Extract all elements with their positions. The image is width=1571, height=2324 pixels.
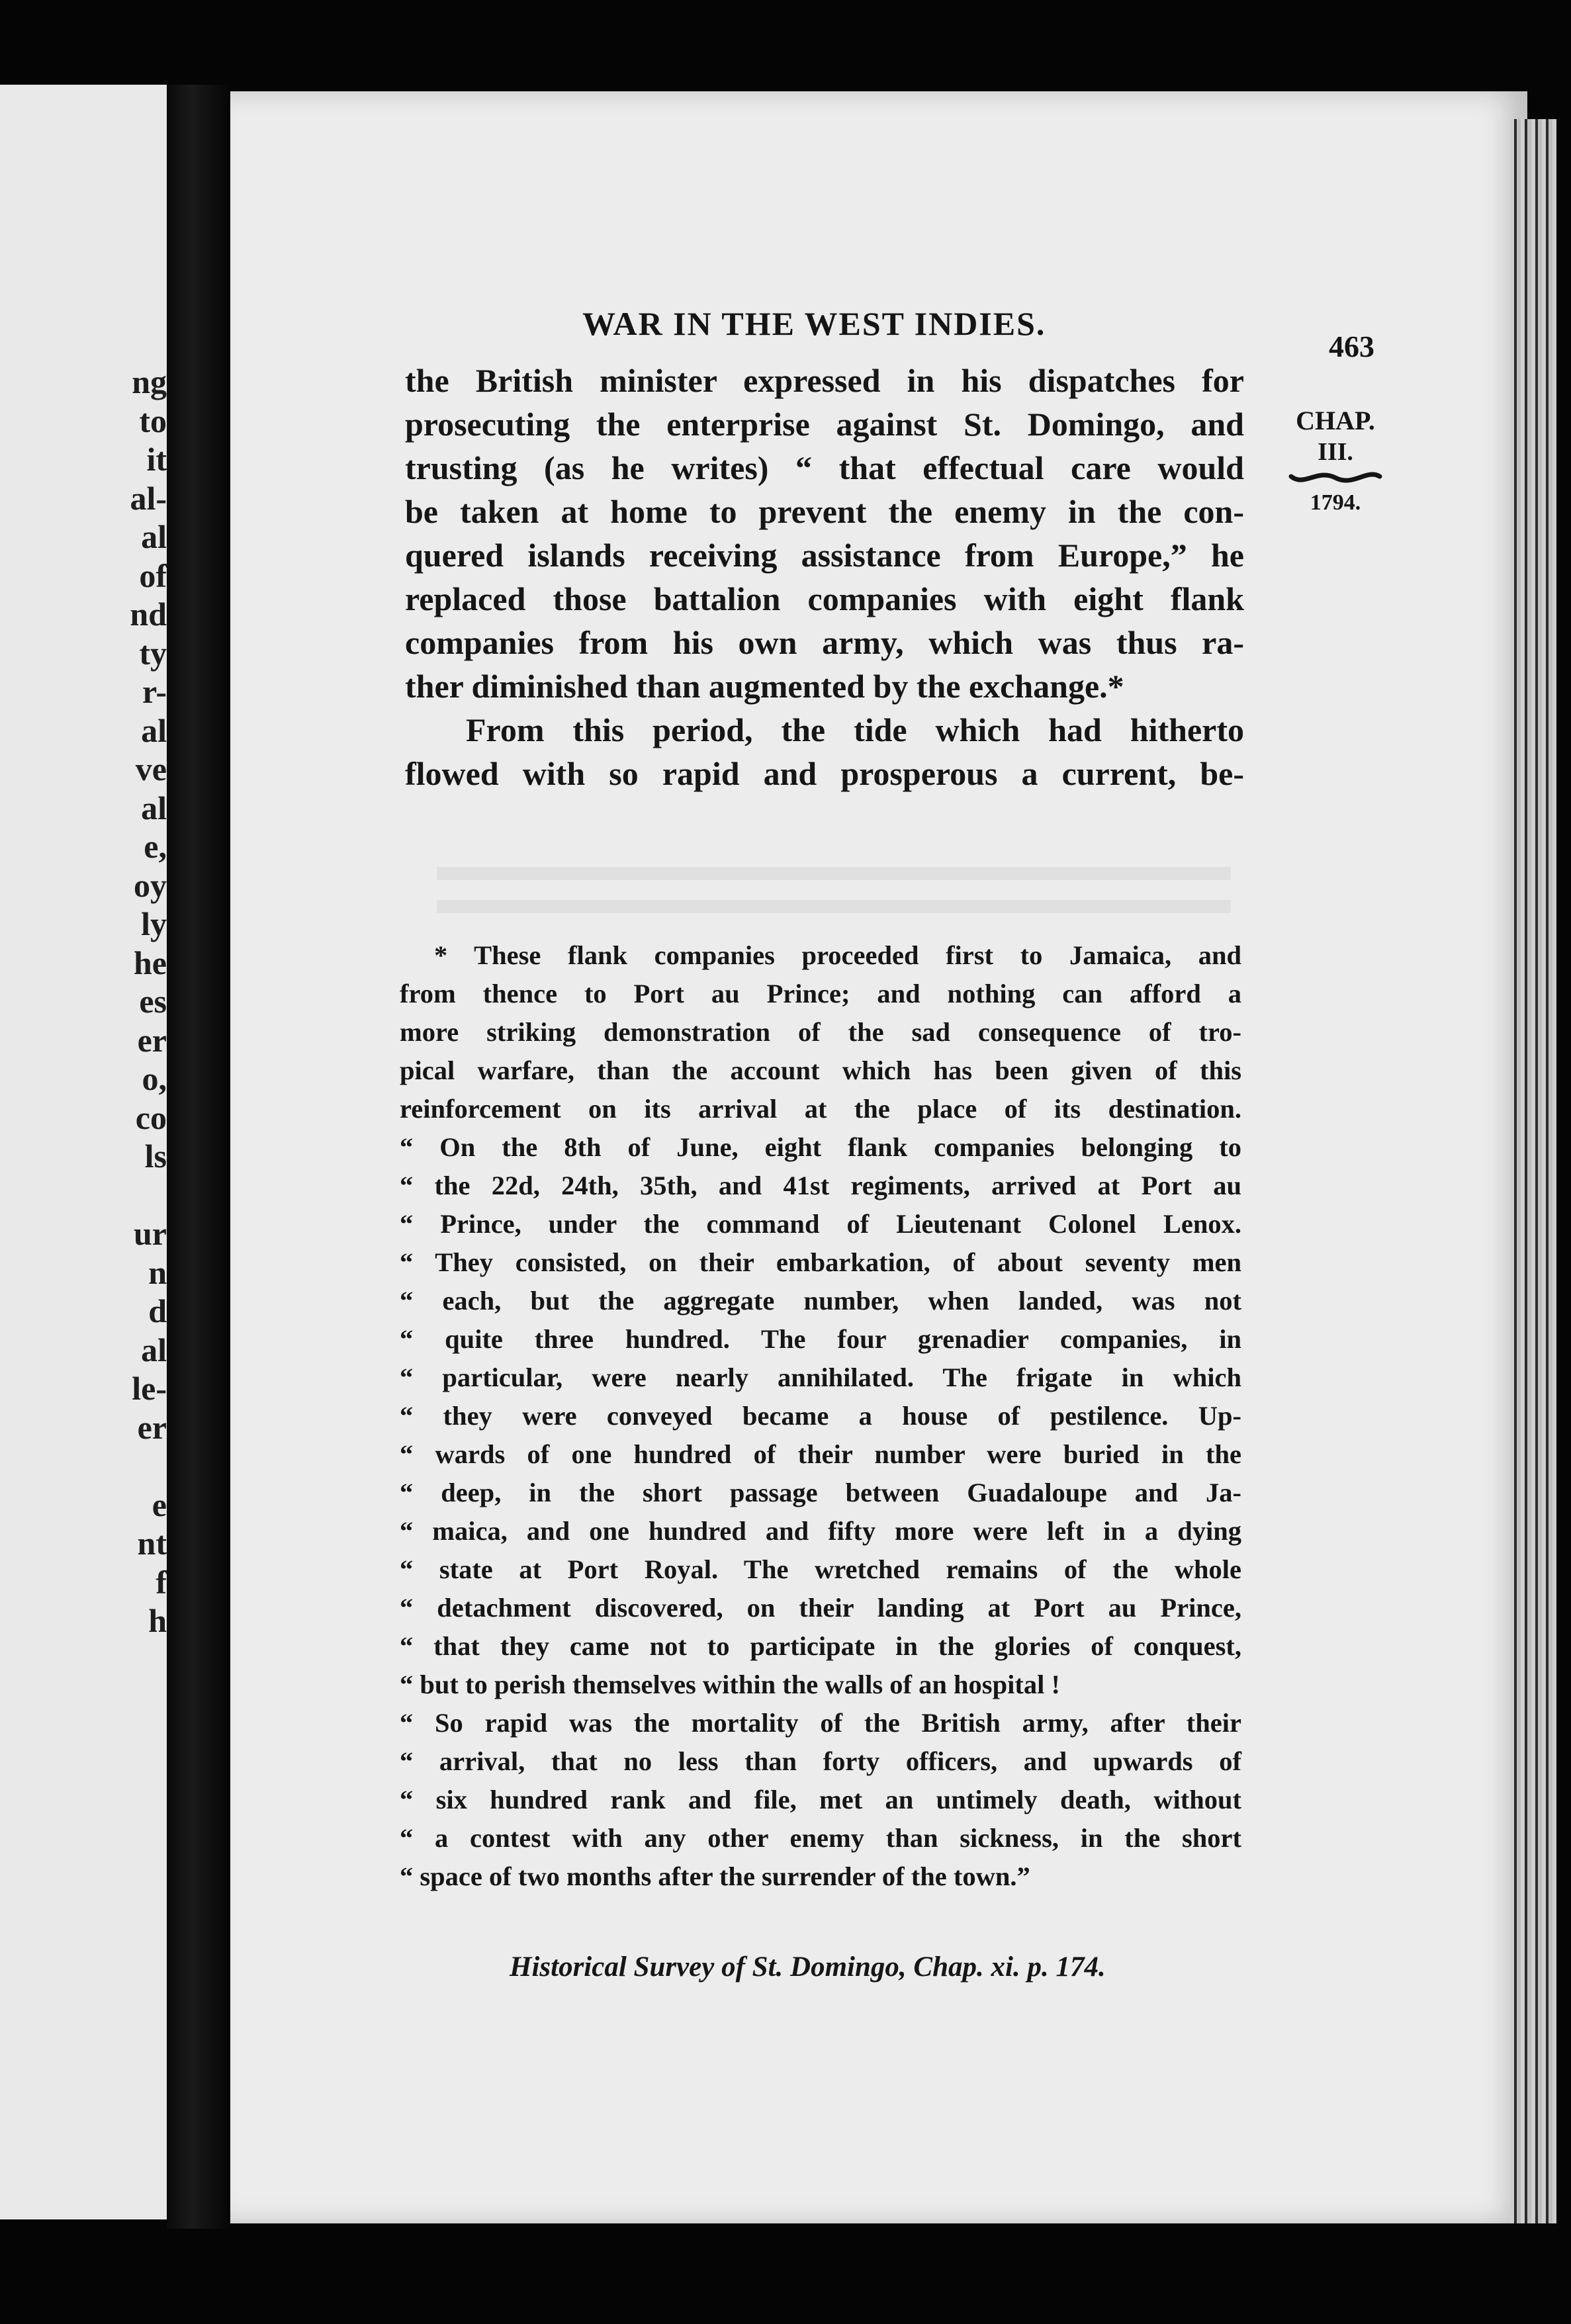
facing-page-fragment: ls	[144, 1138, 167, 1175]
footnote-line: “ maica, and one hundred and fifty more were left in a dying	[400, 1516, 1241, 1546]
facing-page-fragment: nt	[137, 1525, 167, 1562]
text-line: be taken at home to prevent the enemy in the con-	[405, 493, 1244, 530]
footnote-line: “ detachment discovered, on their landing at Port au Prince,	[400, 1593, 1241, 1623]
text-line: ther diminished than augmented by the exchange.*	[405, 668, 1124, 705]
facing-page-fragment: f	[156, 1563, 167, 1601]
facing-page-fragment: d	[148, 1292, 167, 1329]
facing-page-fragment: of	[139, 557, 167, 594]
margin-year: 1794.	[1310, 490, 1361, 515]
facing-page-fragment	[107, 1176, 167, 1215]
footnote-line: “ each, but the aggregate number, when landed, was not	[400, 1286, 1241, 1316]
facing-page-fragment: to	[139, 402, 167, 439]
footnote-line: “ arrival, that no less than forty officers, and upwards of	[400, 1746, 1241, 1776]
facing-page-fragment: al	[141, 789, 167, 827]
facing-page-fragment: es	[139, 983, 167, 1020]
facing-page-fragment: it	[146, 441, 167, 478]
footnote-line: “ six hundred rank and file, met an untimely death, without	[400, 1785, 1241, 1814]
facing-page-fragment: ty	[139, 634, 167, 672]
footnote-line: “ a contest with any other enemy than sickness, in the short	[400, 1823, 1241, 1853]
facing-page-fragment: er	[137, 1408, 167, 1446]
footnote-line: “ the 22d, 24th, 35th, and 41st regiments, arrived at Port au	[400, 1171, 1241, 1200]
footnote-line: “ space of two months after the surrender of the town.”	[400, 1861, 1030, 1891]
facing-page-fragment: al	[141, 711, 167, 749]
footnote-line: “ deep, in the short passage between Guadaloupe and Ja-	[400, 1478, 1241, 1507]
facing-page-fragment: oy	[134, 866, 167, 904]
footnote-line: “ Prince, under the command of Lieutenant Colonel Lenox.	[400, 1209, 1241, 1239]
footnote-line: “ they were conveyed became a house of pestilence. Up-	[400, 1401, 1241, 1431]
footnote-line: * These flank companies proceeded first to Jamaica, and	[434, 940, 1241, 970]
facing-page-fragment: le-	[132, 1370, 167, 1407]
footnote-line: more striking demonstration of the sad consequence of tro-	[400, 1017, 1241, 1047]
margin-note	[1269, 405, 1402, 516]
running-head: WAR IN THE WEST INDIES.	[582, 305, 1046, 342]
footnote	[400, 936, 1241, 1896]
facing-page-fragment: ve	[135, 750, 167, 787]
facing-page-fragment: er	[137, 1021, 167, 1059]
facing-page-fragment: al	[141, 1331, 167, 1368]
facing-page-fragment: al-	[130, 479, 167, 517]
page-number: 463	[1329, 330, 1374, 363]
facing-page	[0, 85, 167, 2219]
text-line: quered islands receiving assistance from Europe,” he	[405, 537, 1244, 574]
text-line: companies from his own army, which was thus ra-	[405, 624, 1244, 661]
footnote-line: “ quite three hundred. The four grenadier companies, in	[400, 1324, 1241, 1354]
footnote-line: “ that they came not to participate in the glories of conquest,	[400, 1631, 1241, 1661]
facing-page-fragment: n	[148, 1253, 167, 1291]
footnote-line: reinforcement on its arrival at the place of its destination.	[400, 1094, 1241, 1124]
text-line: prosecuting the enterprise against St. Domingo, and	[405, 406, 1244, 443]
facing-page-fragment: al	[141, 518, 167, 555]
text-line: replaced those battalion companies with eight flank	[405, 580, 1244, 617]
show-through	[437, 860, 1231, 933]
text-line: From this period, the tide which had hitherto	[466, 711, 1244, 748]
footnote-line: “ So rapid was the mortality of the British army, after their	[400, 1708, 1241, 1738]
footnote-line: from thence to Port au Prince; and nothing can afford a	[400, 979, 1241, 1008]
facing-page-fragment	[107, 1447, 167, 1486]
facing-page-fragment: e	[152, 1486, 167, 1523]
margin-chapter-number: III.	[1318, 438, 1353, 466]
book-gutter	[167, 85, 230, 2229]
facing-page-fragment: ng	[132, 363, 167, 400]
footnote-line: “ On the 8th of June, eight flank companies belonging to	[400, 1132, 1241, 1162]
footnote-line: “ particular, were nearly annihilated. The frigate in which	[400, 1363, 1241, 1392]
footnote-line: “ They consisted, on their embarkation, of about seventy men	[400, 1247, 1241, 1277]
text-line: trusting (as he writes) “ that effectual care would	[405, 449, 1244, 486]
footnote-line: “ but to perish themselves within the walls of an hospital !	[400, 1670, 1060, 1699]
footnote-source: Historical Survey of St. Domingo, Chap. xi. p. 174.	[510, 1951, 1106, 1983]
page-edges	[1510, 119, 1556, 2223]
facing-page-fragment: nd	[130, 596, 167, 633]
facing-page-fragment: co	[135, 1098, 167, 1136]
facing-page-fragment: r-	[142, 673, 167, 710]
facing-page-fragment: he	[134, 944, 167, 981]
main-text	[405, 359, 1244, 795]
facing-page-fragment: o,	[142, 1060, 167, 1097]
facing-page-fragment: e,	[144, 828, 167, 865]
footnote-line: “ state at Port Royal. The wretched remains of the whole	[400, 1554, 1241, 1584]
facing-page-fragment: h	[148, 1602, 167, 1639]
text-line: the British minister expressed in his dispatches for	[405, 362, 1244, 399]
facing-page-text	[107, 363, 167, 1640]
facing-page-fragment: ur	[134, 1215, 167, 1252]
footnote-line: pical warfare, than the account which has been given of this	[400, 1055, 1241, 1085]
facing-page-fragment: ly	[141, 905, 167, 942]
ornament-swash-icon	[1286, 467, 1385, 487]
margin-chapter-label: CHAP.	[1296, 406, 1375, 435]
footnote-line: “ wards of one hundred of their number were buried in the	[400, 1439, 1241, 1469]
text-line: flowed with so rapid and prosperous a current, be-	[405, 755, 1244, 792]
